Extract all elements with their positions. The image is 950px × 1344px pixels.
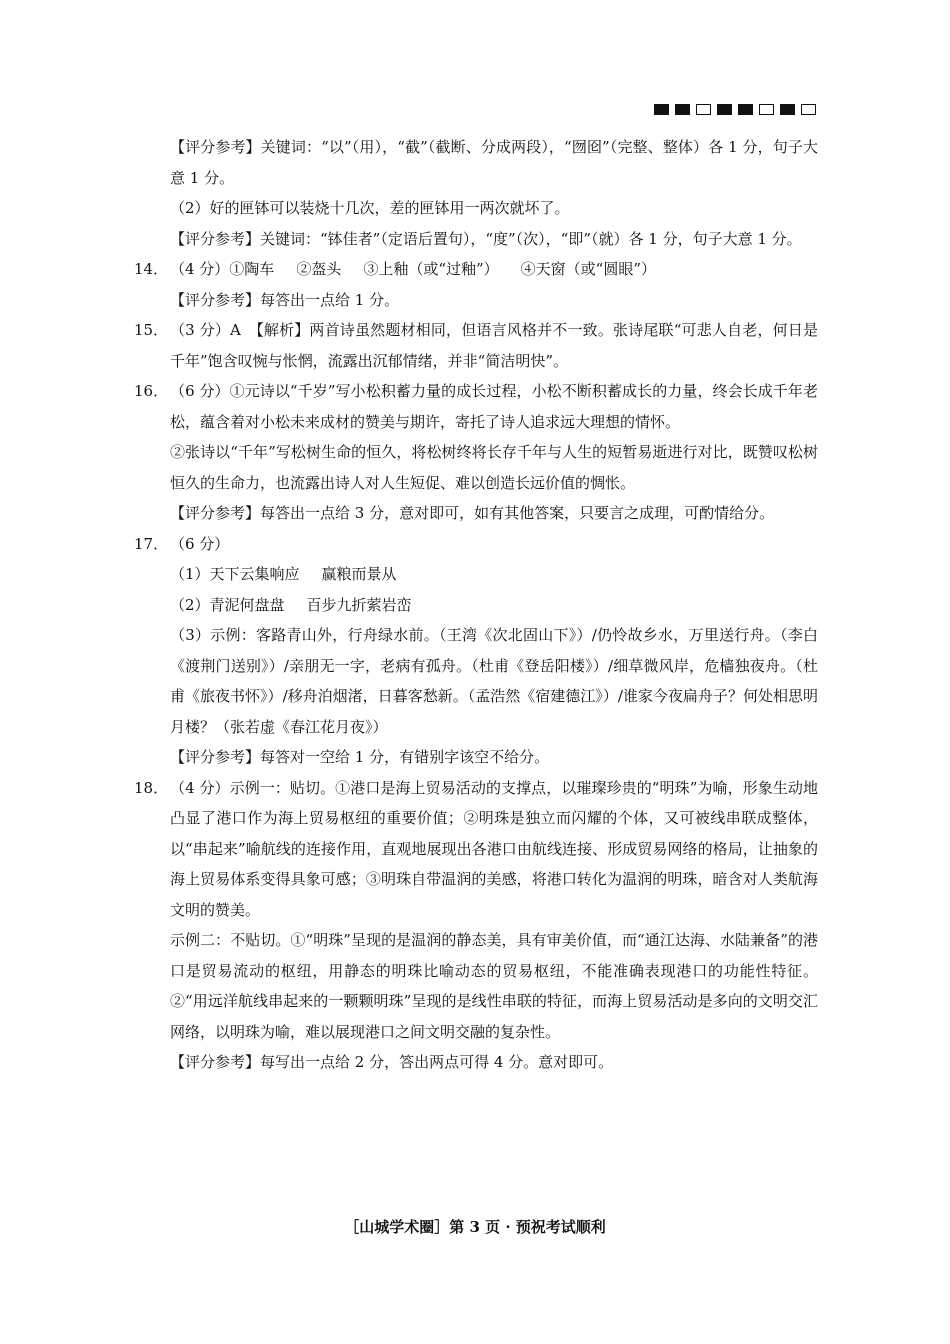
question-17 <box>134 529 818 560</box>
answer-text: （2）青泥何盘盘 <box>170 595 285 614</box>
filled-square-mark <box>675 104 690 115</box>
answer-text: 百步九折萦岩峦 <box>306 595 412 614</box>
question-number: 17． <box>134 534 169 553</box>
answer-text: ④天窗（或“圆眼”） <box>520 260 657 278</box>
answer-text: （3 分）A 【解析】两首诗虽然题材相同，但语言风格并不一致。张诗尾联“可悲人自老，何日是千年”饱含叹惋与怅惘，流露出沉郁情绪，并非“简洁明快”。 <box>170 321 818 370</box>
page-footer: ［山城学术圈］第 3 页 · 预祝考试顺利 <box>344 1218 606 1236</box>
answer-text: 赢粮而景从 <box>321 565 397 583</box>
answer-text: （4 分）示例一：贴切。①港口是海上贸易活动的支撑点，以璀璨珍贵的“明珠”为喻，形象生动地凸显了港口作为海上贸易枢纽的重要价值；②明珠是独立而闪耀的个体，又可被线串联成整体，以“串起来”喻航线的连接作用，直观地展现出各港口由航线连接、形成贸易网络的格局，让抽象的海上贸易体系变得具象可感；③明珠自带温润的美感，将港口转化为温润的明珠，暗含对人类航海文明的赞美。 <box>170 778 818 919</box>
question-number: 16． <box>134 382 169 400</box>
question-number: 14． <box>134 260 169 278</box>
question-15 <box>134 315 818 376</box>
question-number: 15． <box>134 321 169 339</box>
answer-text: ②盔头 <box>296 260 342 278</box>
question-18 <box>134 773 818 926</box>
scoring-note: 【评分参考】关键词：“以”（用），“截”（截断、分成两段），“囫囵”（完整、整体）各 1 分，句子大意 1 分。 <box>170 138 818 187</box>
empty-square-mark <box>759 104 774 115</box>
scoring-note: 【评分参考】每答出一点给 1 分。 <box>170 290 400 309</box>
empty-square-mark <box>696 104 711 115</box>
scoring-note: 【评分参考】每答出一点给 3 分，意对即可，如有其他答案，只要言之成理，可酌情给分。 <box>170 504 775 522</box>
scoring-note: 【评分参考】关键词：“钵佳者”（定语后置句），“度”（次），“即”（就）各 1 分，句子大意 1 分。 <box>170 229 802 248</box>
answer-line <box>134 559 818 590</box>
question-16 <box>134 376 818 437</box>
answer-text: 示例二：不贴切。①“明珠”呈现的是温润的静态美，具有审美价值，而“通江达海、水陆兼备”的港口是贸易流动的枢纽，用静态的明珠比喻动态的贸易枢纽，不能准确表现港口的功能性特征。②“用远洋航线串起来的一颗颗明珠”呈现的是线性串联的特征，而海上贸易活动是多向的文明交汇网络，以明珠为喻，难以展现港口之间文明交融的复杂性。 <box>170 931 818 1041</box>
filled-square-mark <box>654 104 669 115</box>
header-marks <box>654 104 816 115</box>
question-14 <box>134 254 818 285</box>
answer-text: （3）示例：客路青山外，行舟绿水前。（王湾《次北固山下》）/仍怜故乡水，万里送行舟。（李白《渡荆门送别》）/亲朋无一字，老病有孤舟。（杜甫《登岳阳楼》）/细草微风岸，危樯独夜舟。（杜甫《旅夜书怀》）/移舟泊烟渚，日暮客愁新。（孟浩然《宿建德江》）/谁家今夜扁舟子？何处相思明月楼？（张若虚《春江花月夜》） <box>170 626 818 736</box>
answer-text: ③上釉（或“过釉”） <box>363 260 499 278</box>
question-score: （6 分） <box>170 534 230 553</box>
answer-text: （4 分）①陶车 <box>170 260 275 278</box>
answer-text: （6 分）①元诗以“千岁”写小松积蓄力量的成长过程，小松不断积蓄成长的力量，终会长成千年老松，蕴含着对小松未来成材的赞美与期许，寄托了诗人追求远大理想的情怀。 <box>170 382 818 431</box>
filled-square-mark <box>717 104 732 115</box>
scoring-note: 【评分参考】每答对一空给 1 分，有错别字该空不给分。 <box>170 748 550 766</box>
answer-text: ②张诗以“千年”写松树生命的恒久，将松树终将长存千年与人生的短暂易逝进行对比，既赞叹松树恒久的生命力，也流露出诗人对人生短促、难以创造长远价值的惆怅。 <box>170 443 818 492</box>
empty-square-mark <box>801 104 816 115</box>
question-number: 18． <box>134 778 169 797</box>
answer-text: （1）天下云集响应 <box>170 565 300 583</box>
scoring-note: 【评分参考】每写出一点给 2 分，答出两点可得 4 分。意对即可。 <box>170 1053 614 1071</box>
translation-answer: （2）好的匣钵可以装烧十几次，差的匣钵用一两次就坏了。 <box>170 199 570 217</box>
filled-square-mark <box>738 104 753 115</box>
answer-content <box>134 132 818 1078</box>
answer-line <box>134 590 818 621</box>
filled-square-mark <box>780 104 795 115</box>
